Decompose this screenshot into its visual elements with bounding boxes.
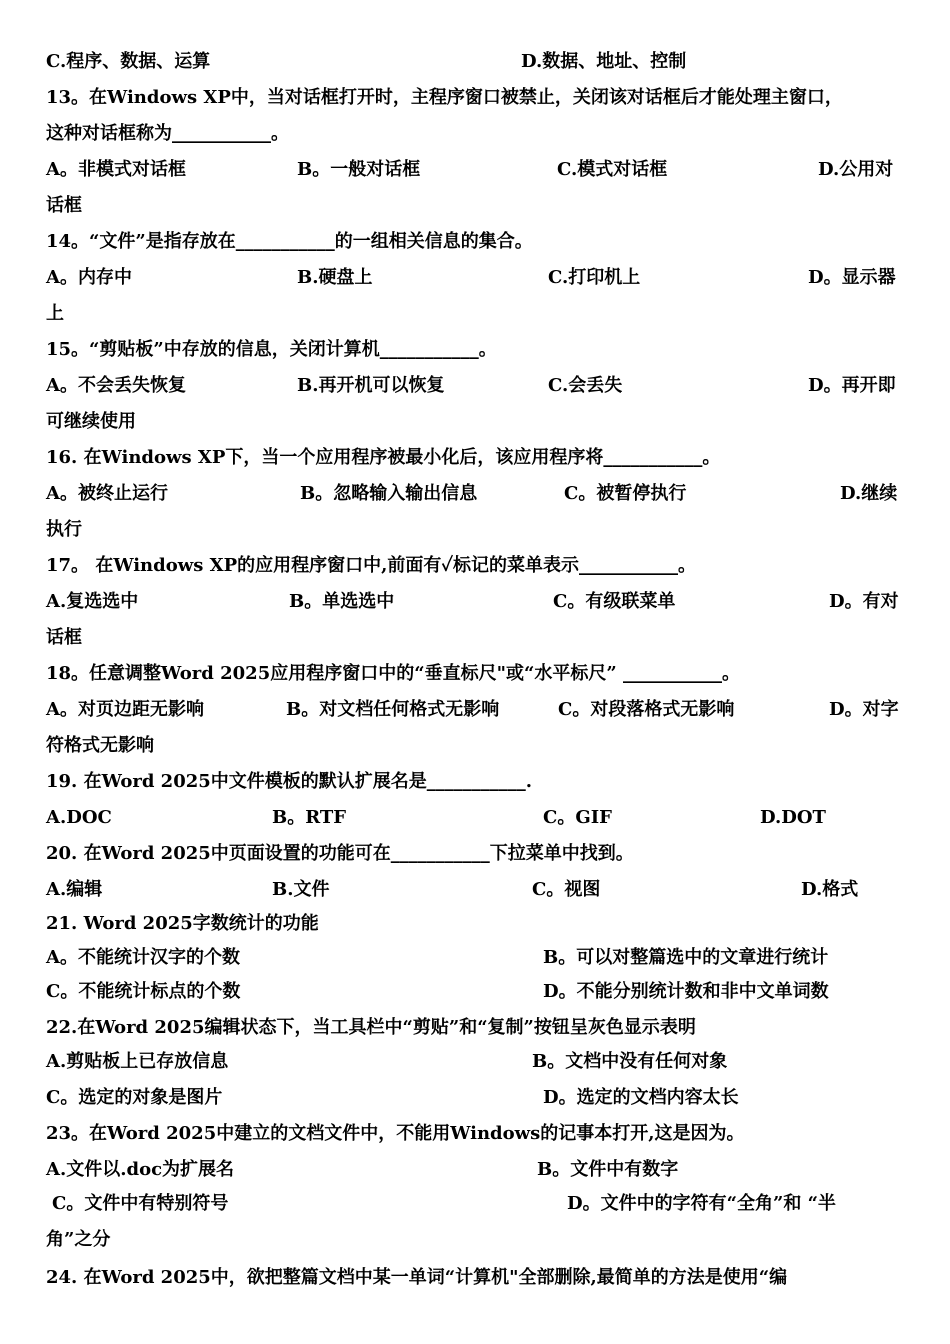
text-line-18-1: B。对文档任何格式无影响 (286, 699, 500, 720)
text-line-15-3: D。有对 (829, 591, 899, 612)
text-line-6-3: D。显示器 (808, 267, 896, 288)
text-line-12-3: D.继续 (840, 483, 898, 504)
text-line-31-1: B。文件中有数字 (537, 1159, 679, 1180)
text-line-25-0: A。不能统计汉字的个数 (46, 947, 240, 968)
text-line-5-0: 14。“文件”是指存放在___________的一组相关信息的集合。 (46, 231, 533, 252)
text-line-23-2: C。视图 (532, 879, 601, 900)
text-line-26-1: D。不能分别统计数和非中文单词数 (543, 981, 829, 1002)
text-line-6-2: C.打印机上 (548, 267, 641, 288)
text-line-0-0: C.程序、数据、运算 (46, 51, 211, 72)
text-line-3-0: A。非模式对话框 (46, 159, 186, 180)
text-line-9-2: C.会丢失 (548, 375, 623, 396)
text-line-22-0: 20. 在Word 2025中页面设置的功能可在___________下拉菜单中找到。 (46, 843, 634, 864)
text-line-19-0: 符格式无影响 (46, 735, 154, 756)
text-line-26-0: C。不能统计标点的个数 (46, 981, 241, 1002)
text-line-31-0: A.文件以.doc为扩展名 (46, 1159, 235, 1180)
text-line-21-1: B。RTF (272, 807, 347, 828)
text-line-8-0: 15。“剪贴板”中存放的信息，关闭计算机___________。 (46, 339, 497, 360)
text-line-18-2: C。对段落格式无影响 (558, 699, 735, 720)
text-line-6-0: A。内存中 (46, 267, 132, 288)
text-line-28-0: A.剪贴板上已存放信息 (46, 1051, 229, 1072)
text-line-4-0: 话框 (46, 195, 82, 216)
text-line-25-1: B。可以对整篇选中的文章进行统计 (543, 947, 829, 968)
text-line-29-1: D。选定的文档内容太长 (543, 1087, 739, 1108)
text-line-23-1: B.文件 (272, 879, 330, 900)
text-line-10-0: 可继续使用 (46, 411, 136, 432)
text-line-27-0: 22.在Word 2025编辑状态下，当工具栏中“剪贴”和“复制”按钮呈灰色显示表明 (46, 1017, 696, 1038)
text-line-21-0: A.DOC (46, 807, 112, 828)
text-line-2-0: 这种对话框称为___________。 (46, 123, 289, 144)
text-line-9-3: D。再开即 (808, 375, 896, 396)
text-line-3-3: D.公用对 (818, 159, 894, 180)
text-line-0-1: D.数据、地址、控制 (521, 51, 687, 72)
text-line-13-0: 执行 (46, 519, 82, 540)
text-line-23-3: D.格式 (801, 879, 859, 900)
text-line-9-0: A。不会丢失恢复 (46, 375, 186, 396)
text-line-15-1: B。单选选中 (289, 591, 395, 612)
text-line-18-3: D。对字 (829, 699, 899, 720)
text-line-20-0: 19. 在Word 2025中文件模板的默认扩展名是___________. (46, 771, 533, 792)
text-line-29-0: C。选定的对象是图片 (46, 1087, 223, 1108)
text-line-6-1: B.硬盘上 (297, 267, 373, 288)
text-line-7-0: 上 (46, 303, 64, 324)
text-line-3-2: C.模式对话框 (557, 159, 668, 180)
text-line-15-0: A.复选选中 (46, 591, 139, 612)
text-line-14-0: 17。 在Windows XP的应用程序窗口中,前面有✓标记的菜单表示___________。 (46, 555, 697, 576)
text-line-23-0: A.编辑 (46, 879, 103, 900)
text-line-24-0: 21. Word 2025字数统计的功能 (46, 913, 319, 934)
text-line-9-1: B.再开机可以恢复 (297, 375, 445, 396)
text-line-12-1: B。忽略输入输出信息 (300, 483, 478, 504)
text-line-30-0: 23。在Word 2025中建立的文档文件中，不能用Windows的记事本打开,这是因为。 (46, 1123, 745, 1144)
text-line-3-1: B。一般对话框 (297, 159, 421, 180)
text-line-34-0: 24. 在Word 2025中，欲把整篇文档中某一单词“计算机"全部删除,最简单的方法是使用“编 (46, 1267, 788, 1288)
text-line-11-0: 16. 在Windows XP下，当一个应用程序被最小化后，该应用程序将___________。 (46, 447, 721, 468)
text-line-17-0: 18。任意调整Word 2025应用程序窗口中的“垂直标尺"或“水平标尺” ___________。 (46, 663, 740, 684)
text-line-15-2: C。有级联菜单 (553, 591, 676, 612)
text-line-18-0: A。对页边距无影响 (46, 699, 204, 720)
text-line-21-2: C。GIF (543, 807, 612, 828)
text-line-1-0: 13。在Windows XP中，当对话框打开时，主程序窗口被禁止，关闭该对话框后才能处理主窗口， (46, 87, 843, 108)
text-line-32-0: C。文件中有特别符号 (52, 1193, 229, 1214)
text-line-21-3: D.DOT (760, 807, 826, 828)
text-line-28-1: B。文档中没有任何对象 (532, 1051, 728, 1072)
text-line-33-0: 角”之分 (46, 1229, 111, 1250)
text-line-16-0: 话框 (46, 627, 82, 648)
text-line-12-0: A。被终止运行 (46, 483, 168, 504)
text-line-12-2: C。被暂停执行 (564, 483, 687, 504)
text-line-32-1: D。文件中的字符有“全角”和 “半 (567, 1193, 836, 1214)
